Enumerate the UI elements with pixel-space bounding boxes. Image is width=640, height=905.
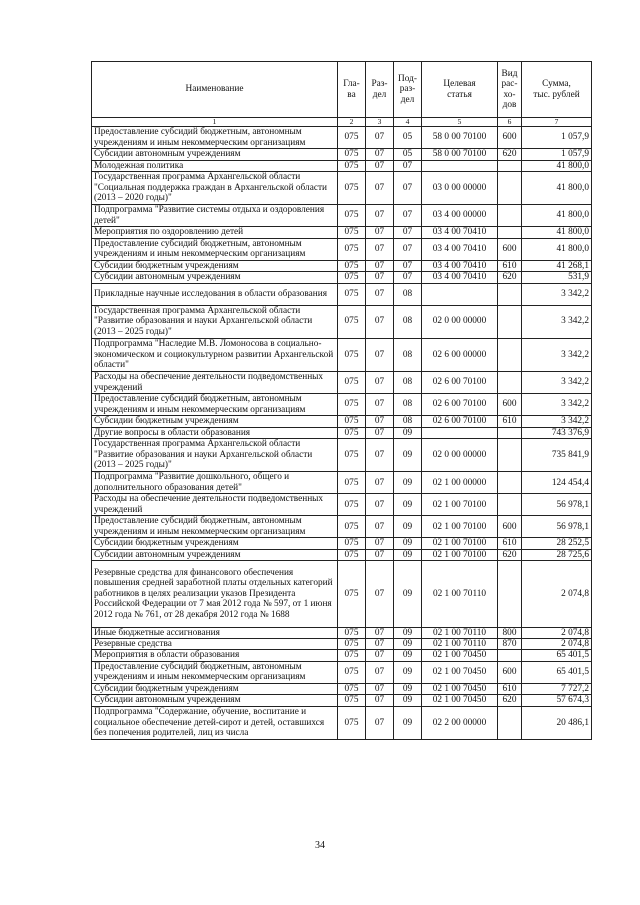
cell-article: 03 4 00 70410 — [422, 272, 498, 283]
cell-sum: 743 376,9 — [522, 427, 592, 438]
cell-name: Иные бюджетные ассигнования — [92, 627, 338, 638]
cell-glava: 075 — [338, 661, 366, 683]
cell-vid: 610 — [498, 260, 522, 271]
cell-razdel: 07 — [366, 706, 394, 739]
cell-razdel: 07 — [366, 638, 394, 649]
cell-name: Расходы на обеспечение деятельности подведомственных учреждений — [92, 494, 338, 516]
table-row — [92, 638, 592, 649]
cell-podrazdel: 09 — [394, 638, 422, 649]
header-podrazdel: Под- раз- дел — [394, 62, 422, 118]
cell-article — [422, 427, 498, 438]
table-row — [92, 494, 592, 516]
col-number: 2 — [338, 118, 366, 127]
cell-razdel: 07 — [366, 650, 394, 661]
cell-glava: 075 — [338, 149, 366, 160]
cell-podrazdel: 09 — [394, 695, 422, 706]
header-glava: Гла- ва — [338, 62, 366, 118]
cell-vid — [498, 338, 522, 371]
cell-article: 02 1 00 70450 — [422, 695, 498, 706]
cell-podrazdel: 09 — [394, 561, 422, 627]
cell-article: 03 4 00 70410 — [422, 260, 498, 271]
col-number: 5 — [422, 118, 498, 127]
cell-name: Подпрограмма "Содержание, обучение, воспитание и социальное обеспечение детей-сирот и детей, оставшихся без попечения родителей, лиц из числа — [92, 706, 338, 739]
cell-sum: 41 800,0 — [522, 171, 592, 204]
cell-glava: 075 — [338, 538, 366, 549]
cell-name: Субсидии автономным учреждениям — [92, 149, 338, 160]
cell-vid — [498, 205, 522, 227]
table-row — [92, 706, 592, 739]
cell-sum: 41 800,0 — [522, 238, 592, 260]
cell-podrazdel: 08 — [394, 283, 422, 305]
cell-sum: 20 486,1 — [522, 706, 592, 739]
cell-vid: 610 — [498, 416, 522, 427]
cell-vid: 620 — [498, 549, 522, 560]
table-row — [92, 650, 592, 661]
table-row — [92, 561, 592, 627]
cell-name: Субсидии автономным учреждениям — [92, 549, 338, 560]
cell-vid — [498, 438, 522, 471]
cell-vid: 610 — [498, 683, 522, 694]
cell-sum: 124 454,4 — [522, 472, 592, 494]
table-row — [92, 683, 592, 694]
col-number: 3 — [366, 118, 394, 127]
cell-razdel: 07 — [366, 516, 394, 538]
cell-glava: 075 — [338, 561, 366, 627]
cell-glava: 075 — [338, 427, 366, 438]
table-row — [92, 549, 592, 560]
page-number: 34 — [315, 840, 325, 851]
cell-podrazdel: 09 — [394, 661, 422, 683]
cell-vid: 610 — [498, 538, 522, 549]
table-row — [92, 695, 592, 706]
cell-razdel: 07 — [366, 427, 394, 438]
cell-vid — [498, 494, 522, 516]
cell-name: Предоставление субсидий бюджетным, автономным учреждениям и иным некоммерческим организациям — [92, 516, 338, 538]
cell-vid — [498, 160, 522, 171]
cell-podrazdel: 09 — [394, 627, 422, 638]
table-body — [92, 127, 592, 740]
col-number: 7 — [522, 118, 592, 127]
cell-glava: 075 — [338, 160, 366, 171]
cell-glava: 075 — [338, 650, 366, 661]
cell-sum: 28 725,6 — [522, 549, 592, 560]
cell-glava: 075 — [338, 438, 366, 471]
cell-article: 02 6 00 70100 — [422, 394, 498, 416]
cell-sum: 3 342,2 — [522, 305, 592, 338]
cell-glava: 075 — [338, 695, 366, 706]
cell-name: Предоставление субсидий бюджетным, автономным учреждениям и иным некоммерческим организациям — [92, 394, 338, 416]
cell-podrazdel: 05 — [394, 127, 422, 149]
cell-article: 02 2 00 00000 — [422, 706, 498, 739]
cell-glava: 075 — [338, 549, 366, 560]
cell-razdel: 07 — [366, 549, 394, 560]
cell-name: Резервные средства для финансового обеспечения повышения средней заработной платы отдельных категорий работников в целях реализации указов Президента Российской Федерации от 7 мая 2012 года № 597, от 1 июня 2012 года № 761, от 28 декабря 2012 года № 1688 — [92, 561, 338, 627]
table-row — [92, 127, 592, 149]
cell-article: 02 1 00 70110 — [422, 561, 498, 627]
cell-podrazdel: 07 — [394, 205, 422, 227]
cell-sum: 3 342,2 — [522, 416, 592, 427]
cell-sum: 56 978,1 — [522, 516, 592, 538]
table-row — [92, 227, 592, 238]
table-row — [92, 283, 592, 305]
cell-sum: 41 800,0 — [522, 227, 592, 238]
cell-sum: 531,9 — [522, 272, 592, 283]
col-number: 4 — [394, 118, 422, 127]
cell-razdel: 07 — [366, 283, 394, 305]
table-row — [92, 305, 592, 338]
cell-vid — [498, 171, 522, 204]
cell-sum: 41 268,1 — [522, 260, 592, 271]
cell-name: Молодежная политика — [92, 160, 338, 171]
cell-vid — [498, 561, 522, 627]
cell-vid: 620 — [498, 272, 522, 283]
cell-article: 02 1 00 70110 — [422, 627, 498, 638]
cell-razdel: 07 — [366, 472, 394, 494]
header-article: Целевая статья — [422, 62, 498, 118]
cell-glava: 075 — [338, 127, 366, 149]
cell-vid: 620 — [498, 695, 522, 706]
cell-vid — [498, 371, 522, 393]
table-row — [92, 171, 592, 204]
cell-sum: 3 342,2 — [522, 283, 592, 305]
cell-vid: 600 — [498, 516, 522, 538]
cell-sum: 1 057,9 — [522, 127, 592, 149]
cell-vid — [498, 650, 522, 661]
cell-name: Предоставление субсидий бюджетным, автономным учреждениям и иным некоммерческим организациям — [92, 661, 338, 683]
table-row — [92, 516, 592, 538]
cell-glava: 075 — [338, 494, 366, 516]
cell-sum: 65 401,5 — [522, 661, 592, 683]
cell-podrazdel: 07 — [394, 160, 422, 171]
cell-razdel: 07 — [366, 205, 394, 227]
table-row — [92, 371, 592, 393]
table-row — [92, 160, 592, 171]
cell-glava: 075 — [338, 238, 366, 260]
cell-glava: 075 — [338, 638, 366, 649]
cell-name: Государственная программа Архангельской области "Развитие образования и науки Архангельской области (2013 – 2025 годы)" — [92, 438, 338, 471]
cell-razdel: 07 — [366, 627, 394, 638]
cell-razdel: 07 — [366, 371, 394, 393]
table-header-row — [92, 62, 592, 118]
cell-article: 02 0 00 00000 — [422, 438, 498, 471]
cell-podrazdel: 09 — [394, 538, 422, 549]
table-row — [92, 260, 592, 271]
cell-article — [422, 160, 498, 171]
cell-glava: 075 — [338, 627, 366, 638]
cell-podrazdel: 09 — [394, 438, 422, 471]
cell-sum: 65 401,5 — [522, 650, 592, 661]
cell-razdel: 07 — [366, 561, 394, 627]
cell-article: 03 4 00 70410 — [422, 238, 498, 260]
cell-vid: 600 — [498, 127, 522, 149]
cell-glava: 075 — [338, 283, 366, 305]
cell-podrazdel: 07 — [394, 171, 422, 204]
cell-razdel: 07 — [366, 260, 394, 271]
table-row — [92, 627, 592, 638]
cell-article: 03 4 00 00000 — [422, 205, 498, 227]
cell-glava: 075 — [338, 272, 366, 283]
cell-name: Мероприятия в области образования — [92, 650, 338, 661]
budget-table — [91, 61, 592, 740]
cell-glava: 075 — [338, 683, 366, 694]
cell-vid — [498, 706, 522, 739]
cell-sum: 2 074,8 — [522, 638, 592, 649]
cell-sum: 28 252,5 — [522, 538, 592, 549]
cell-article — [422, 283, 498, 305]
cell-sum: 3 342,2 — [522, 338, 592, 371]
table-row — [92, 394, 592, 416]
cell-sum: 56 978,1 — [522, 494, 592, 516]
cell-article: 02 1 00 00000 — [422, 472, 498, 494]
cell-podrazdel: 08 — [394, 338, 422, 371]
cell-name: Государственная программа Архангельской области "Социальная поддержка граждан в Архангельской области (2013 – 2020 годы)" — [92, 171, 338, 204]
cell-sum: 7 727,2 — [522, 683, 592, 694]
table-row — [92, 427, 592, 438]
cell-name: Резервные средства — [92, 638, 338, 649]
cell-article: 02 1 00 70100 — [422, 494, 498, 516]
cell-sum: 1 057,9 — [522, 149, 592, 160]
cell-sum: 3 342,2 — [522, 394, 592, 416]
col-number: 6 — [498, 118, 522, 127]
cell-name: Другие вопросы в области образования — [92, 427, 338, 438]
header-name: Наименование — [92, 62, 338, 118]
cell-razdel: 07 — [366, 394, 394, 416]
table-row — [92, 338, 592, 371]
header-vid: Вид рас- хо- дов — [498, 62, 522, 118]
cell-sum: 735 841,9 — [522, 438, 592, 471]
cell-name: Субсидии автономным учреждениям — [92, 695, 338, 706]
header-razdel: Раз- дел — [366, 62, 394, 118]
cell-sum: 41 800,0 — [522, 160, 592, 171]
cell-razdel: 07 — [366, 438, 394, 471]
cell-razdel: 07 — [366, 305, 394, 338]
cell-razdel: 07 — [366, 538, 394, 549]
cell-glava: 075 — [338, 205, 366, 227]
cell-article: 02 1 00 70450 — [422, 661, 498, 683]
cell-podrazdel: 09 — [394, 516, 422, 538]
cell-razdel: 07 — [366, 661, 394, 683]
cell-name: Предоставление субсидий бюджетным, автономным учреждениям и иным некоммерческим организациям — [92, 238, 338, 260]
cell-podrazdel: 07 — [394, 272, 422, 283]
cell-vid: 600 — [498, 661, 522, 683]
cell-article: 02 6 00 70100 — [422, 371, 498, 393]
table-row — [92, 438, 592, 471]
cell-name: Государственная программа Архангельской области "Развитие образования и науки Архангельской области (2013 – 2025 годы)" — [92, 305, 338, 338]
cell-article: 02 6 00 70100 — [422, 416, 498, 427]
cell-razdel: 07 — [366, 127, 394, 149]
table-row — [92, 472, 592, 494]
cell-article: 03 4 00 70410 — [422, 227, 498, 238]
cell-sum: 2 074,8 — [522, 627, 592, 638]
cell-podrazdel: 09 — [394, 549, 422, 560]
cell-podrazdel: 07 — [394, 227, 422, 238]
cell-podrazdel: 09 — [394, 494, 422, 516]
cell-name: Субсидии бюджетным учреждениям — [92, 683, 338, 694]
budget-table-container — [91, 61, 591, 740]
table-row — [92, 205, 592, 227]
cell-vid: 800 — [498, 627, 522, 638]
cell-razdel: 07 — [366, 272, 394, 283]
table-row — [92, 538, 592, 549]
cell-name: Предоставление субсидий бюджетным, автономным учреждениям и иным некоммерческим организациям — [92, 127, 338, 149]
cell-razdel: 07 — [366, 683, 394, 694]
cell-sum: 2 074,8 — [522, 561, 592, 627]
cell-sum: 3 342,2 — [522, 371, 592, 393]
cell-razdel: 07 — [366, 227, 394, 238]
cell-name: Прикладные научные исследования в области образования — [92, 283, 338, 305]
cell-article: 02 0 00 00000 — [422, 305, 498, 338]
cell-glava: 075 — [338, 227, 366, 238]
cell-article: 03 0 00 00000 — [422, 171, 498, 204]
table-row — [92, 238, 592, 260]
cell-name: Субсидии бюджетным учреждениям — [92, 416, 338, 427]
cell-name: Субсидии автономным учреждениям — [92, 272, 338, 283]
cell-vid: 870 — [498, 638, 522, 649]
cell-podrazdel: 09 — [394, 683, 422, 694]
cell-podrazdel: 08 — [394, 305, 422, 338]
header-sum: Сумма, тыс. рублей — [522, 62, 592, 118]
cell-podrazdel: 05 — [394, 149, 422, 160]
cell-razdel: 07 — [366, 416, 394, 427]
cell-article: 02 1 00 70110 — [422, 638, 498, 649]
cell-name: Подпрограмма "Наследие М.В. Ломоносова в социально-экономическом и социокультурном развитии Архангельской области" — [92, 338, 338, 371]
cell-article: 02 1 00 70450 — [422, 683, 498, 694]
cell-article: 02 1 00 70100 — [422, 516, 498, 538]
column-number-row — [92, 118, 592, 127]
cell-razdel: 07 — [366, 338, 394, 371]
cell-podrazdel: 08 — [394, 394, 422, 416]
cell-article: 02 1 00 70100 — [422, 549, 498, 560]
cell-article: 58 0 00 70100 — [422, 149, 498, 160]
cell-podrazdel: 08 — [394, 371, 422, 393]
cell-podrazdel: 09 — [394, 472, 422, 494]
cell-glava: 075 — [338, 305, 366, 338]
cell-article: 02 6 00 00000 — [422, 338, 498, 371]
cell-podrazdel: 09 — [394, 650, 422, 661]
cell-sum: 57 674,3 — [522, 695, 592, 706]
cell-vid — [498, 283, 522, 305]
cell-vid: 600 — [498, 394, 522, 416]
cell-name: Подпрограмма "Развитие дошкольного, общего и дополнительного образования детей" — [92, 472, 338, 494]
cell-vid: 600 — [498, 238, 522, 260]
cell-article: 02 1 00 70450 — [422, 650, 498, 661]
cell-glava: 075 — [338, 416, 366, 427]
cell-name: Подпрограмма "Развитие системы отдыха и оздоровления детей" — [92, 205, 338, 227]
cell-glava: 075 — [338, 371, 366, 393]
cell-podrazdel: 07 — [394, 260, 422, 271]
cell-vid — [498, 472, 522, 494]
cell-name: Расходы на обеспечение деятельности подведомственных учреждений — [92, 371, 338, 393]
cell-vid — [498, 305, 522, 338]
col-number: 1 — [92, 118, 338, 127]
cell-vid — [498, 427, 522, 438]
cell-razdel: 07 — [366, 695, 394, 706]
table-row — [92, 272, 592, 283]
cell-glava: 075 — [338, 260, 366, 271]
cell-podrazdel: 09 — [394, 427, 422, 438]
cell-name: Субсидии бюджетным учреждениям — [92, 260, 338, 271]
cell-razdel: 07 — [366, 171, 394, 204]
cell-name: Субсидии бюджетным учреждениям — [92, 538, 338, 549]
cell-razdel: 07 — [366, 494, 394, 516]
cell-podrazdel: 09 — [394, 706, 422, 739]
cell-glava: 075 — [338, 171, 366, 204]
table-row — [92, 416, 592, 427]
cell-razdel: 07 — [366, 238, 394, 260]
cell-razdel: 07 — [366, 149, 394, 160]
cell-name: Мероприятия по оздоровлению детей — [92, 227, 338, 238]
cell-podrazdel: 07 — [394, 238, 422, 260]
cell-glava: 075 — [338, 516, 366, 538]
cell-article: 02 1 00 70100 — [422, 538, 498, 549]
cell-vid: 620 — [498, 149, 522, 160]
cell-vid — [498, 227, 522, 238]
cell-glava: 075 — [338, 472, 366, 494]
table-row — [92, 149, 592, 160]
cell-glava: 075 — [338, 394, 366, 416]
cell-podrazdel: 08 — [394, 416, 422, 427]
cell-glava: 075 — [338, 338, 366, 371]
table-row — [92, 661, 592, 683]
cell-sum: 41 800,0 — [522, 205, 592, 227]
cell-razdel: 07 — [366, 160, 394, 171]
cell-article: 58 0 00 70100 — [422, 127, 498, 149]
cell-glava: 075 — [338, 706, 366, 739]
